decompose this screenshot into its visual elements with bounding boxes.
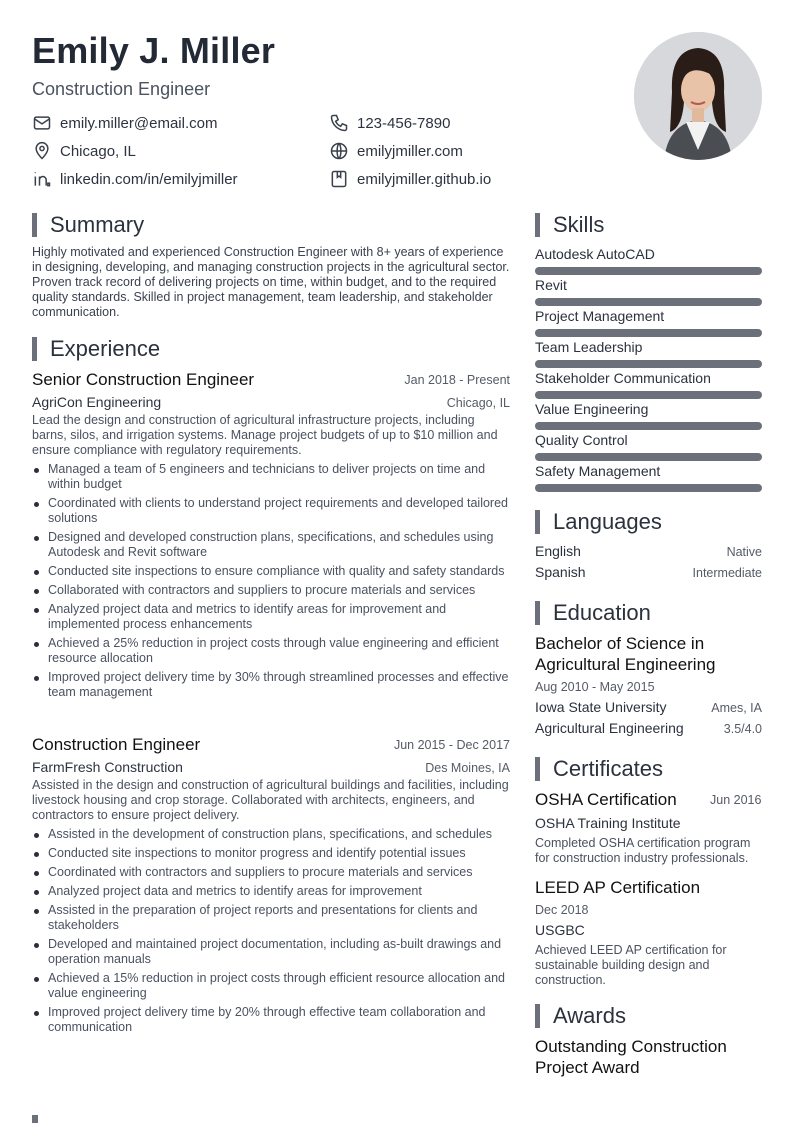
contact-linkedin[interactable] xyxy=(32,168,238,190)
education-field: Agricultural Engineering xyxy=(535,720,684,736)
section-languages-label: Languages xyxy=(553,509,662,534)
list-item: Assisted in the preparation of project reports and presentations for clients and stakeholders xyxy=(32,903,510,933)
list-item: Analyzed project data and metrics to identify areas for improvement and implemented process enhancements xyxy=(32,602,510,632)
job-description: Lead the design and construction of agricultural infrastructure projects, including barns, silos, and irrigation systems. Manage project budgets of up to $10 million and ensure compliance with regulatory requirements. xyxy=(32,413,498,457)
section-awards-label: Awards xyxy=(553,1003,626,1028)
section-certificates-label: Certificates xyxy=(553,756,664,781)
section-marker xyxy=(535,601,540,625)
skill-bar xyxy=(535,391,762,399)
portrait-image xyxy=(634,32,762,160)
contact-phone[interactable] xyxy=(329,112,450,134)
job-title: Senior Construction Engineer xyxy=(32,370,255,389)
certificate-description: Completed OSHA certification program for construction industry professionals. xyxy=(535,836,751,865)
skill-item xyxy=(535,246,762,277)
skill-bar xyxy=(535,329,762,337)
section-summary-label: Summary xyxy=(50,212,145,237)
certificate-description: Achieved LEED AP certification for sustainable building design and construction. xyxy=(535,943,727,987)
job-title: Construction Engineer xyxy=(32,735,201,754)
job-description: Assisted in the design and construction of agricultural buildings and facilities, including livestock housing and crop storage. Collaborated with architects, engineers, and contractors to ensure project delivery. xyxy=(32,778,509,822)
section-experience-title xyxy=(32,336,160,362)
certificate-date: Dec 2018 xyxy=(535,903,589,917)
list-item: Achieved a 25% reduction in project costs through value engineering and efficient resource allocation xyxy=(32,636,510,666)
education-school-row xyxy=(535,699,762,719)
github-text: emilyjmiller.github.io xyxy=(357,170,492,188)
education-dates: Aug 2010 - May 2015 xyxy=(535,680,655,694)
certificate-org: USGBC xyxy=(535,922,585,938)
email-text: emily.miller@email.com xyxy=(60,114,218,132)
education-location: Ames, IA xyxy=(711,701,762,715)
skill-bar xyxy=(535,453,762,461)
section-certificates-title xyxy=(535,756,663,782)
skill-bar xyxy=(535,422,762,430)
skill-bar xyxy=(535,360,762,368)
section-experience-label: Experience xyxy=(50,336,161,361)
section-marker xyxy=(32,337,37,361)
education-degree: Bachelor of Science in Agricultural Engineering xyxy=(535,634,716,674)
job-bullets xyxy=(32,462,510,700)
contact-website[interactable] xyxy=(329,140,463,162)
education-field-row xyxy=(535,720,762,740)
education-school: Iowa State University xyxy=(535,699,667,715)
profile-photo xyxy=(634,32,762,160)
skill-item xyxy=(535,370,762,401)
phone-text: 123-456-7890 xyxy=(357,114,451,132)
language-name: English xyxy=(535,543,581,559)
skill-name: Autodesk AutoCAD xyxy=(535,246,655,262)
list-item: Collaborated with contractors and suppliers to procure materials and services xyxy=(32,583,510,598)
skills-list xyxy=(535,246,762,494)
skill-level-fill xyxy=(535,391,762,399)
certificate-name: LEED AP Certification xyxy=(535,878,701,897)
section-skills-label: Skills xyxy=(553,212,605,237)
candidate-role: Construction Engineer xyxy=(32,79,211,99)
list-item: Coordinated with clients to understand project requirements and developed tailored solutions xyxy=(32,496,510,526)
section-marker xyxy=(535,213,540,237)
bookmark-icon xyxy=(329,169,349,189)
language-item xyxy=(535,543,762,563)
language-item xyxy=(535,564,762,584)
job-location: Des Moines, IA xyxy=(425,761,510,775)
location-text: Chicago, IL xyxy=(60,142,136,160)
language-name: Spanish xyxy=(535,564,586,580)
skill-level-fill xyxy=(535,267,762,275)
job-dates: Jun 2015 - Dec 2017 xyxy=(393,738,510,752)
globe-icon xyxy=(329,141,349,161)
skill-item xyxy=(535,277,762,308)
contact-email[interactable] xyxy=(32,112,217,134)
page-marker xyxy=(32,1115,38,1123)
skill-bar xyxy=(535,298,762,306)
website-text: emilyjmiller.com xyxy=(357,142,463,160)
certificate-name: OSHA Certification xyxy=(535,790,677,809)
skill-bar xyxy=(535,267,762,275)
candidate-name: Emily J. Miller xyxy=(32,30,276,71)
section-education-label: Education xyxy=(553,600,651,625)
job-entry xyxy=(32,370,510,704)
contact-location xyxy=(32,140,136,162)
phone-icon xyxy=(329,113,349,133)
skill-level-fill xyxy=(535,360,762,368)
skill-bar xyxy=(535,484,762,492)
list-item: Conducted site inspections to ensure compliance with quality and safety standards xyxy=(32,564,510,579)
list-item: Conducted site inspections to monitor progress and identify potential issues xyxy=(32,846,510,861)
language-level: Intermediate xyxy=(692,566,762,580)
section-languages-title xyxy=(535,509,662,535)
education-gpa: 3.5/4.0 xyxy=(723,722,762,736)
section-skills-title xyxy=(535,212,604,238)
skill-item xyxy=(535,463,762,494)
section-marker xyxy=(32,213,37,237)
award-name: Outstanding Construction Project Award xyxy=(535,1037,727,1077)
skill-name: Team Leadership xyxy=(535,339,643,355)
list-item: Improved project delivery time by 30% through streamlined processes and effective team management xyxy=(32,670,510,700)
summary-text: Highly motivated and experienced Construction Engineer with 8+ years of experience in designing, developing, and managing construction projects in the agricultural sector. Proven track record of delivering projects on time, within budget, and to the required quality standards. Skilled in project management, team leadership, and stakeholder communication. xyxy=(32,245,510,319)
linkedin-icon xyxy=(32,169,52,189)
certificate-date: Jun 2016 xyxy=(710,793,762,807)
list-item: Assisted in the development of construction plans, specifications, and schedules xyxy=(32,827,510,842)
skill-level-fill xyxy=(535,484,762,492)
map-pin-icon xyxy=(32,141,52,161)
skill-item xyxy=(535,432,762,463)
job-dates: Jan 2018 - Present xyxy=(404,373,510,387)
job-company: AgriCon Engineering xyxy=(32,394,162,410)
skill-name: Value Engineering xyxy=(535,401,649,417)
language-level: Native xyxy=(726,545,762,559)
skill-item xyxy=(535,401,762,432)
list-item: Achieved a 15% reduction in project costs through efficient resource allocation and value engineering xyxy=(32,971,510,1001)
skill-level-fill xyxy=(535,422,762,430)
skill-level-fill xyxy=(535,329,762,337)
job-entry xyxy=(32,735,510,1039)
job-company: FarmFresh Construction xyxy=(32,759,183,775)
skill-name: Safety Management xyxy=(535,463,661,479)
section-marker xyxy=(535,1004,540,1028)
section-marker xyxy=(535,510,540,534)
skill-level-fill xyxy=(535,298,762,306)
section-awards-title xyxy=(535,1003,626,1029)
certificate-org: OSHA Training Institute xyxy=(535,815,681,831)
section-summary-title xyxy=(32,212,144,238)
skill-name: Quality Control xyxy=(535,432,628,448)
section-marker xyxy=(535,757,540,781)
job-bullets xyxy=(32,827,510,1035)
list-item: Managed a team of 5 engineers and technicians to deliver projects on time and within budget xyxy=(32,462,510,492)
skill-item xyxy=(535,308,762,339)
skill-name: Revit xyxy=(535,277,567,293)
skill-name: Stakeholder Communication xyxy=(535,370,711,386)
contact-github[interactable] xyxy=(329,168,491,190)
section-education-title xyxy=(535,600,651,626)
contact-block xyxy=(32,112,532,202)
list-item: Developed and maintained project documentation, including as-built drawings and operation manuals xyxy=(32,937,510,967)
linkedin-text: linkedin.com/in/emilyjmiller xyxy=(60,170,238,188)
list-item: Analyzed project data and metrics to identify areas for improvement xyxy=(32,884,510,899)
skill-item xyxy=(535,339,762,370)
list-item: Designed and developed construction plans, specifications, and schedules using Autodesk and Revit software xyxy=(32,530,510,560)
skill-name: Project Management xyxy=(535,308,665,324)
list-item: Improved project delivery time by 20% through effective team collaboration and communication xyxy=(32,1005,510,1035)
job-location: Chicago, IL xyxy=(446,396,510,410)
mail-icon xyxy=(32,113,52,133)
list-item: Coordinated with contractors and suppliers to procure materials and services xyxy=(32,865,510,880)
skill-level-fill xyxy=(535,453,762,461)
